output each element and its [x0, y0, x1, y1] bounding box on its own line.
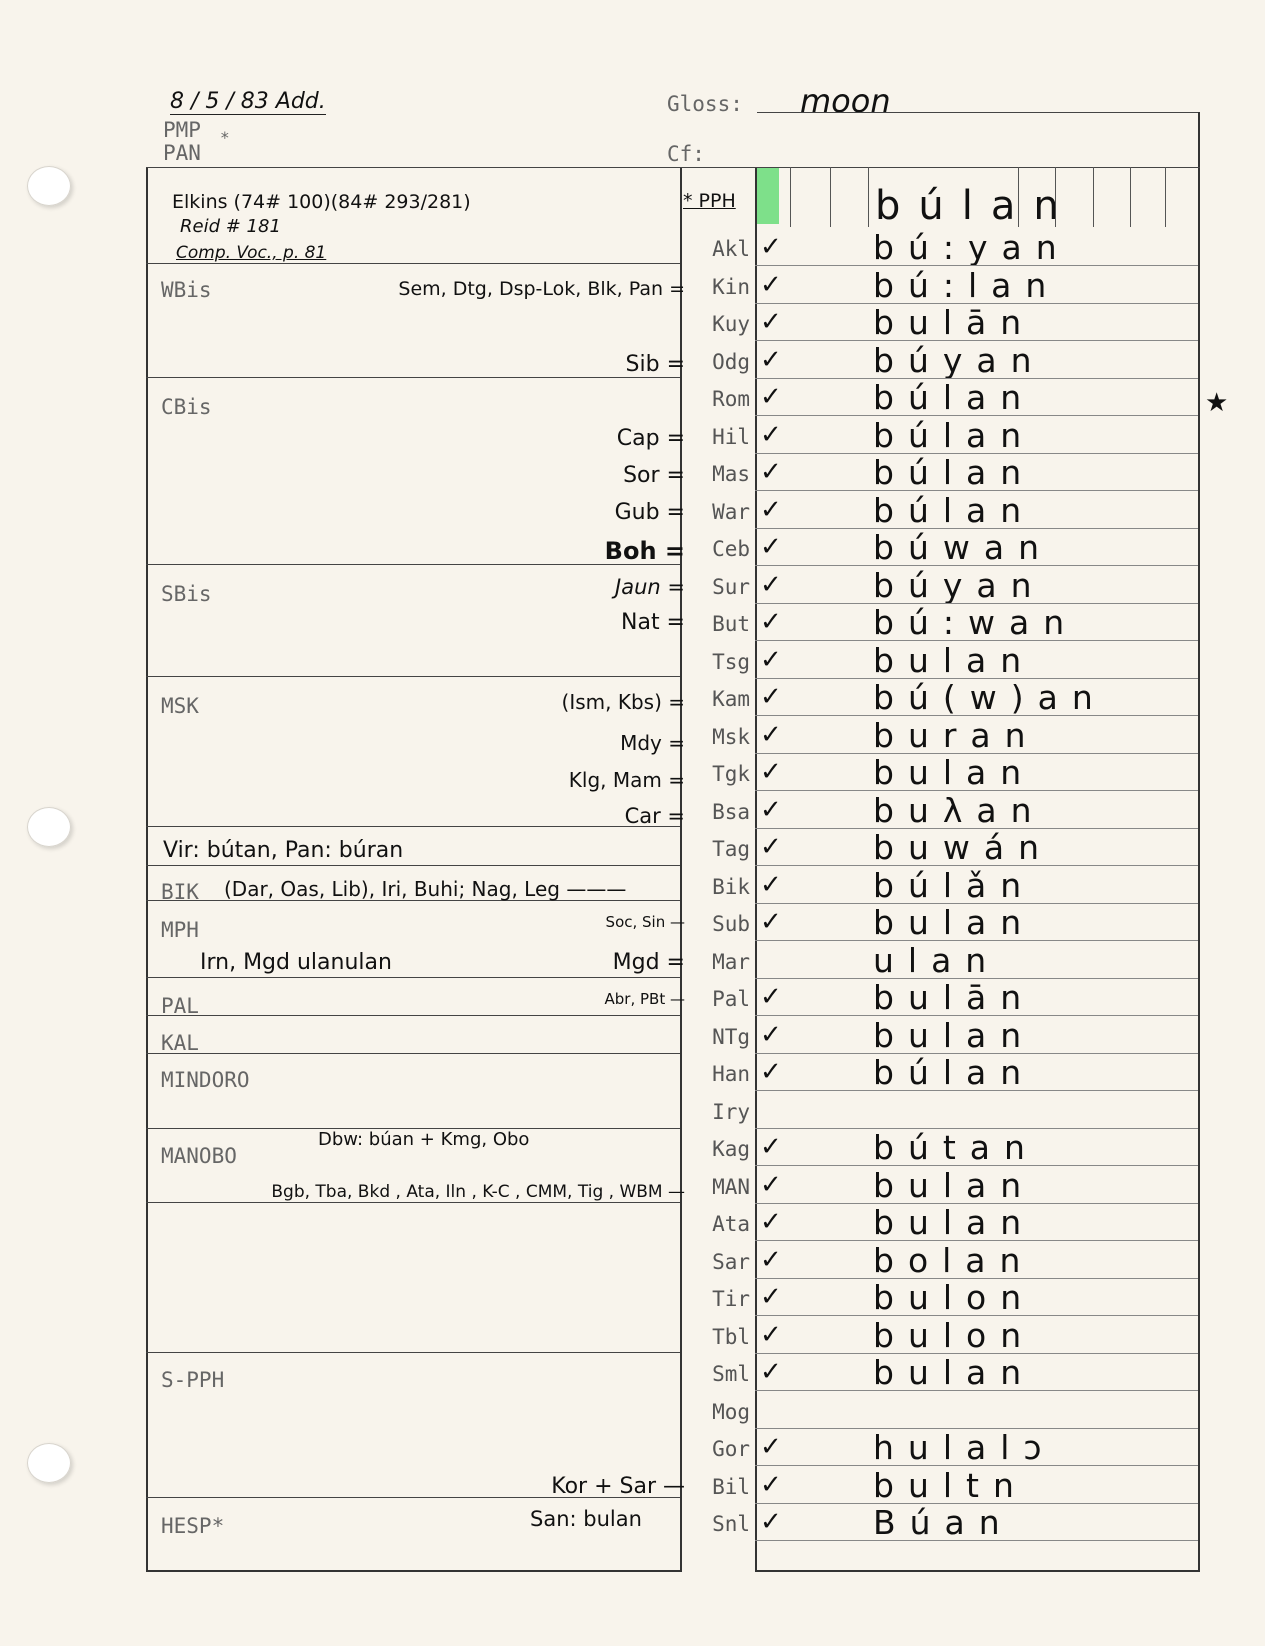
check-mark: ✓ — [760, 419, 782, 450]
note-nat: Nat = — [621, 610, 685, 635]
cognate-form: búlǎn — [873, 865, 1036, 905]
table-row — [680, 341, 1200, 379]
section-label-kal: KAL — [161, 1031, 199, 1055]
table-row — [680, 528, 1200, 566]
check-mark: ✓ — [760, 719, 782, 750]
table-row — [680, 266, 1200, 304]
language-code: But — [712, 612, 750, 636]
note-mdy: Mdy = — [620, 731, 685, 755]
check-mark: ✓ — [760, 1057, 782, 1087]
table-row — [680, 1316, 1200, 1354]
language-code: Sar — [712, 1249, 750, 1274]
note-car: Car = — [624, 804, 685, 828]
note-dbw: Dbw: búan + Kmg, Obo — [318, 1129, 530, 1150]
table-row — [680, 866, 1200, 904]
cognate-form: bú:yan — [873, 228, 1071, 267]
check-mark: ✓ — [760, 982, 782, 1012]
section-rule — [146, 1015, 680, 1016]
pph-label: * PPH — [683, 190, 736, 212]
check-mark: ✓ — [760, 569, 782, 600]
note-klg: Klg, Mam = — [568, 768, 685, 792]
cf-label: Cf: — [667, 142, 705, 166]
language-code: War — [712, 499, 750, 524]
note-soc: Soc, Sin — — [605, 913, 685, 931]
section-rule — [146, 676, 680, 677]
cognate-form: bútan — [873, 1128, 1039, 1167]
cognate-form: búyan — [873, 340, 1046, 380]
section-label-mph: MPH — [161, 918, 199, 942]
grid-tick — [1055, 167, 1056, 227]
table-row — [680, 1466, 1200, 1504]
table-row — [680, 491, 1200, 529]
frame-edge — [1198, 112, 1200, 167]
section-label-msk: MSK — [161, 694, 199, 718]
language-code: Han — [712, 1062, 750, 1086]
language-code: Tsg — [712, 649, 750, 674]
table-row — [680, 978, 1200, 1016]
cognate-form: bulan — [873, 640, 1036, 680]
grid-tick — [868, 167, 869, 227]
table-row — [680, 228, 1200, 266]
check-mark: ✓ — [760, 607, 782, 637]
cognate-form: bú:lan — [873, 265, 1061, 305]
table-row — [680, 1353, 1200, 1391]
star-mark: ★ — [1205, 388, 1229, 418]
table-row — [680, 641, 1200, 679]
gloss-label: Gloss: — [667, 92, 743, 116]
language-code: Akl — [712, 237, 750, 261]
section-label-bik: BIK — [161, 880, 199, 904]
cognate-form: hulalɔ — [873, 1428, 1056, 1467]
language-code: Hil — [712, 424, 750, 449]
note-kor: Kor + Sar — — [551, 1474, 685, 1499]
language-code: Sml — [712, 1362, 750, 1386]
cognate-form: buλan — [873, 790, 1046, 830]
language-code: Mas — [712, 462, 750, 486]
check-mark: ✓ — [760, 1507, 782, 1537]
check-mark: ✓ — [760, 457, 782, 487]
cognate-form: búyan — [873, 565, 1046, 605]
check-mark: ✓ — [760, 269, 782, 300]
language-code: Ata — [712, 1212, 750, 1236]
pph-highlight — [757, 168, 779, 224]
table-row — [680, 1016, 1200, 1054]
check-mark: ✓ — [760, 494, 782, 525]
binder-hole — [27, 1443, 71, 1483]
grid-tick — [1018, 167, 1019, 227]
check-mark: ✓ — [760, 1357, 782, 1387]
language-code: Rom — [712, 387, 750, 411]
note-boh: Boh = — [604, 537, 685, 565]
check-mark: ✓ — [760, 1469, 782, 1500]
table-row — [680, 1278, 1200, 1316]
pph-form: búlan — [875, 183, 1077, 229]
language-code: Bsa — [712, 799, 750, 824]
language-code: Tbl — [712, 1324, 750, 1349]
language-code: Gor — [712, 1437, 750, 1461]
table-row — [680, 1128, 1200, 1166]
note-wbis: Sem, Dtg, Dsp-Lok, Blk, Pan = — [398, 278, 685, 300]
cognate-form: búlan — [873, 378, 1036, 417]
pmp-value: * — [220, 128, 230, 147]
table-row — [680, 566, 1200, 604]
grid-tick — [1130, 167, 1131, 227]
note-sib: Sib = — [625, 352, 685, 377]
cognate-form: bulon — [873, 1278, 1036, 1317]
language-code: Snl — [712, 1512, 750, 1536]
check-mark: ✓ — [760, 907, 782, 937]
check-mark: ✓ — [760, 232, 782, 262]
note-gub: Gub = — [614, 500, 685, 525]
note-irn: Irn, Mgd ulanulan — [200, 950, 392, 975]
check-mark: ✓ — [760, 344, 782, 375]
table-row — [680, 828, 1200, 866]
section-label-cbis: CBis — [161, 395, 212, 419]
check-mark: ✓ — [760, 1019, 782, 1050]
pmp-label: PMP — [163, 118, 201, 142]
language-code: MAN — [712, 1174, 750, 1199]
table-row — [680, 753, 1200, 791]
check-mark: ✓ — [760, 1207, 782, 1237]
language-code: Ceb — [712, 537, 750, 561]
source-note-line1: Elkins (74# 100)(84# 293/281) — [172, 191, 471, 213]
cognate-form: ulan — [873, 940, 1001, 980]
language-code: Odg — [712, 349, 750, 374]
note-vir: Vir: bútan, Pan: búran — [163, 838, 404, 863]
check-mark: ✓ — [760, 869, 782, 900]
top-rule — [146, 167, 1200, 168]
section-rule — [146, 826, 680, 827]
table-row — [680, 378, 1200, 416]
language-code: Kag — [712, 1137, 750, 1161]
cognate-form: bulan — [873, 1015, 1036, 1055]
language-code: Kuy — [712, 312, 750, 336]
note-abr: Abr, PBt — — [604, 990, 685, 1008]
language-code: Tag — [712, 837, 750, 861]
check-mark: ✓ — [760, 682, 782, 712]
gloss-underline — [757, 112, 1200, 113]
cognate-form: bú(w)an — [873, 678, 1107, 717]
cognate-form: búlan — [873, 490, 1036, 530]
grid-tick — [830, 167, 831, 227]
language-code: Mog — [712, 1399, 750, 1424]
language-code: Kam — [712, 687, 750, 711]
cognate-form: bolan — [873, 1240, 1035, 1280]
table-row — [680, 1203, 1200, 1241]
language-code: Tir — [712, 1287, 750, 1311]
note-mgd: Mgd = — [612, 950, 685, 975]
table-row — [680, 791, 1200, 829]
grid-tick — [790, 167, 791, 227]
table-row — [680, 1241, 1200, 1279]
note-bgb: Bgb, Tba, Bkd , Ata, Iln , K-C , CMM, Tig , WBM — — [271, 1182, 685, 1202]
source-note-line2: Reid # 181 — [180, 216, 281, 237]
cognate-form: búlan — [873, 415, 1036, 455]
check-mark: ✓ — [760, 532, 782, 562]
section-label-wbis: WBis — [161, 278, 212, 302]
note-ism: (Ism, Kbs) = — [561, 690, 685, 714]
cognate-form: buwán — [873, 828, 1053, 867]
note-bik-varieties: (Dar, Oas, Lib), Iri, Buhi; Nag, Leg ——— — [224, 877, 627, 901]
language-code: Sub — [712, 912, 750, 936]
card-date: 8 / 5 / 83 Add. — [170, 89, 326, 114]
check-mark: ✓ — [760, 757, 782, 787]
section-rule — [146, 377, 680, 378]
check-mark: ✓ — [760, 307, 782, 337]
cognate-form: búlan — [873, 453, 1036, 492]
cognate-form: bú:wan — [873, 603, 1079, 642]
table-row — [680, 1091, 1200, 1129]
check-mark: ✓ — [760, 1432, 782, 1462]
cognate-form: bulan — [873, 1165, 1036, 1205]
check-mark: ✓ — [760, 382, 782, 412]
table-row — [680, 303, 1200, 341]
check-mark: ✓ — [760, 794, 782, 825]
table-row — [680, 1428, 1200, 1466]
cognate-form: bulan — [873, 753, 1036, 792]
table-row — [680, 603, 1200, 641]
language-code: Iry — [712, 1099, 750, 1124]
section-rule — [146, 564, 680, 565]
section-label-manobo: MANOBO — [161, 1144, 237, 1168]
table-row — [680, 716, 1200, 754]
source-note-line3: Comp. Voc., p. 81 — [176, 243, 327, 263]
language-code: Pal — [712, 987, 750, 1011]
section-rule — [146, 865, 680, 866]
section-rule — [146, 1053, 680, 1054]
section-label-pal: PAL — [161, 994, 199, 1018]
language-code: NTg — [712, 1024, 750, 1049]
cognate-form: bulān — [873, 978, 1036, 1017]
row-rule — [755, 1540, 1198, 1541]
table-row — [680, 903, 1200, 941]
cognate-form: Búan — [873, 1503, 1014, 1542]
binder-hole — [27, 807, 71, 847]
check-mark: ✓ — [760, 1244, 782, 1275]
section-label-mindoro: MINDORO — [161, 1068, 250, 1092]
gloss-value: moon — [800, 82, 891, 120]
cognate-form: buran — [873, 715, 1040, 755]
pan-label: PAN — [163, 141, 201, 165]
binder-hole — [27, 166, 71, 206]
section-rule — [146, 263, 680, 264]
table-row — [680, 1053, 1200, 1091]
cognate-form: búlan — [873, 1053, 1036, 1092]
table-row — [680, 1166, 1200, 1204]
note-san: San: bulan — [530, 1507, 642, 1531]
language-code: Tgk — [712, 762, 750, 786]
cognate-form: bulan — [873, 903, 1036, 942]
grid-tick — [1165, 167, 1166, 227]
cognate-form: búwan — [873, 528, 1053, 567]
table-row — [680, 678, 1200, 716]
cognate-form: bulan — [873, 1353, 1036, 1392]
language-code: Mar — [712, 949, 750, 974]
check-mark: ✓ — [760, 1319, 782, 1350]
note-jaun: Jaun = — [615, 575, 685, 599]
section-rule — [146, 1202, 680, 1203]
cognate-form: bultn — [873, 1465, 1028, 1505]
note-cap: Cap = — [616, 426, 685, 451]
check-mark: ✓ — [760, 1282, 782, 1312]
cognate-form: bulon — [873, 1315, 1036, 1355]
table-row — [680, 1503, 1200, 1541]
table-row — [680, 1391, 1200, 1429]
language-code: Kin — [712, 274, 750, 299]
language-code: Msk — [712, 724, 750, 749]
language-code: Bil — [712, 1474, 750, 1499]
grid-tick — [1093, 167, 1094, 227]
language-code: Sur — [712, 574, 750, 599]
cognate-form: bulān — [873, 303, 1036, 342]
section-rule — [146, 977, 680, 978]
table-row — [680, 453, 1200, 491]
check-mark: ✓ — [760, 1132, 782, 1162]
note-sor: Sor = — [623, 463, 685, 488]
section-rule — [146, 1352, 680, 1353]
table-row — [680, 941, 1200, 979]
table-row — [680, 416, 1200, 454]
cognate-form: bulan — [873, 1203, 1036, 1242]
section-label-s-pph: S-PPH — [161, 1368, 225, 1392]
check-mark: ✓ — [760, 1169, 782, 1200]
check-mark: ✓ — [760, 644, 782, 675]
check-mark: ✓ — [760, 832, 782, 862]
language-code: Bik — [712, 874, 750, 899]
section-label-hesp: HESP* — [161, 1514, 225, 1538]
section-label-sbis: SBis — [161, 582, 212, 606]
